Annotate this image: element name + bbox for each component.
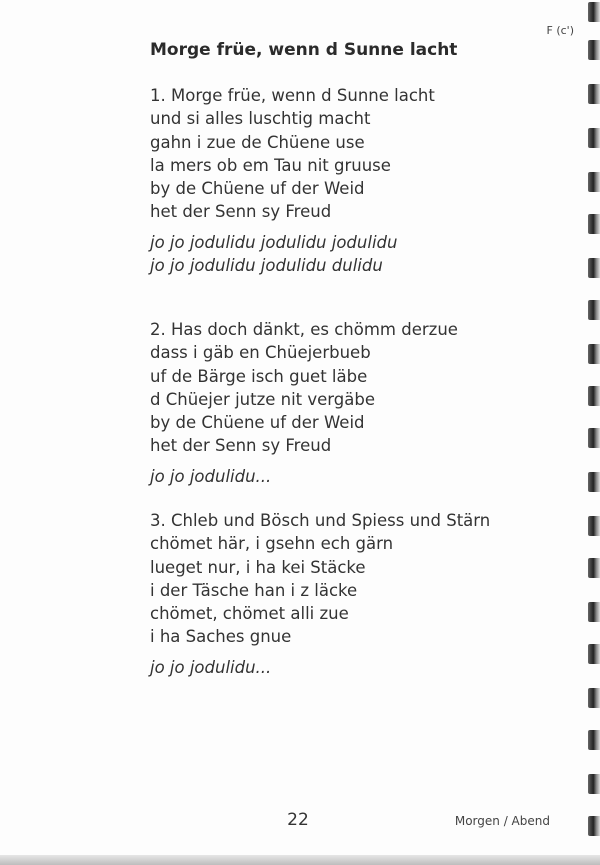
binding-ring [588, 128, 600, 148]
binding-ring [588, 516, 600, 536]
refrain-2 [150, 465, 271, 488]
binding-ring [588, 428, 600, 448]
binding-ring [588, 730, 600, 750]
binding-ring [588, 172, 600, 192]
binding-ring [588, 774, 600, 794]
binding-ring [588, 472, 600, 492]
verse-3 [150, 509, 490, 649]
binding-ring [588, 344, 600, 364]
verse-line: 3. Chleb und Bösch und Spiess und Stärn [150, 511, 491, 530]
binding-ring [588, 300, 600, 320]
binding-ring [588, 386, 600, 406]
verse-line: by de Chüene uf der Weid [150, 413, 365, 433]
verse-line: 1. Morge früe, wenn d Sunne lacht [150, 86, 435, 105]
verse-line: lueget nur, i ha kei Stäcke [150, 557, 366, 577]
verse-2 [150, 318, 458, 458]
refrain-line: jo jo jodulidu... [150, 658, 272, 677]
verse-line: gahn i zue de Chüene use [150, 132, 365, 152]
verse-line: uf de Bärge isch guet läbe [150, 366, 368, 386]
verse-line: 2. Has doch dänkt, es chömm derzue [150, 320, 458, 339]
binding-ring [588, 2, 600, 22]
verse-line: het der Senn sy Freud [150, 202, 332, 222]
spiral-binding [586, 0, 600, 865]
key-signature: F (c') [546, 24, 574, 37]
refrain-1 [150, 231, 397, 278]
section-label: Morgen / Abend [454, 814, 550, 828]
binding-ring [588, 40, 600, 60]
binding-ring [588, 688, 600, 708]
refrain-3 [150, 656, 271, 679]
binding-ring [588, 84, 600, 104]
refrain-line: jo jo jodulidu jodulidu jodulidu [150, 233, 398, 252]
page-bottom-edge [0, 855, 600, 865]
page-number-text: 22 [287, 810, 309, 830]
binding-ring [588, 816, 600, 836]
refrain-line: jo jo jodulidu jodulidu dulidu [150, 256, 383, 276]
verse-line: dass i gäb en Chüejerbueb [150, 343, 371, 363]
binding-ring [588, 558, 600, 578]
binding-ring [588, 258, 600, 278]
verse-line: la mers ob em Tau nit gruuse [150, 155, 391, 175]
verse-line: und si alles luschtig macht [150, 109, 371, 129]
song-title: Morge früe, wenn d Sunne lacht [150, 40, 458, 60]
verse-line: d Chüejer jutze nit vergäbe [150, 389, 376, 409]
binding-ring [588, 644, 600, 664]
verse-line: chömet, chömet alli zue [150, 604, 349, 624]
verse-line: chömet här, i gsehn ech gärn [150, 534, 394, 554]
verse-1 [150, 84, 435, 224]
verse-line: by de Chüene uf der Weid [150, 179, 365, 199]
binding-ring [588, 214, 600, 234]
verse-line: het der Senn sy Freud [150, 436, 332, 456]
verse-line: i ha Saches gnue [150, 627, 292, 647]
binding-ring [588, 602, 600, 622]
refrain-line: jo jo jodulidu... [150, 467, 272, 486]
verse-line: i der Täsche han i z läcke [150, 580, 358, 600]
